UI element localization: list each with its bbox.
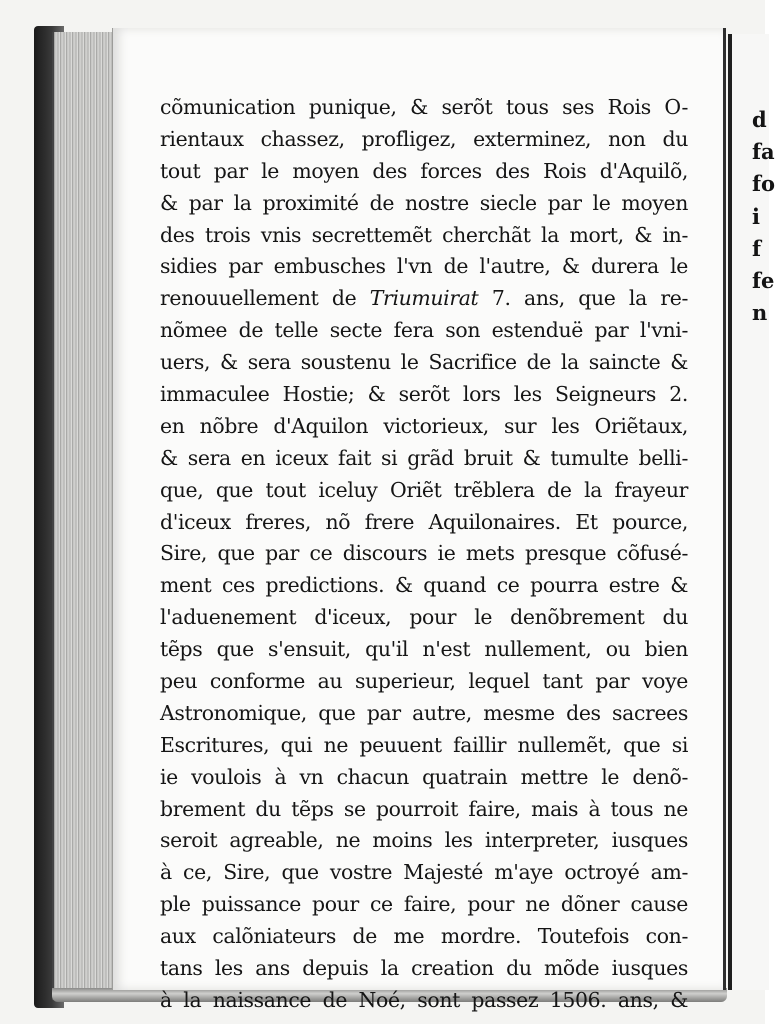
text-line: Sire, que par ce discours ie mets presque cõfusé-: [160, 541, 688, 566]
italic-term: Triumuirat: [369, 286, 479, 311]
text-line: d'iceux freres, nõ frere Aquilonaires. Et pource,: [160, 509, 688, 534]
facing-letter: fo: [752, 171, 775, 197]
text-line: peu conforme au superieur, lequel tant par voye: [160, 669, 688, 694]
text-line: brement du tẽps se pourroit faire, mais à tous ne: [160, 796, 688, 821]
text-line: cõmunication punique, & serõt tous ses Rois O-: [160, 95, 688, 119]
text-line: que, que tout iceluy Oriẽt trẽblera de la frayeur: [160, 477, 688, 502]
text-line: nõmee de telle secte fera son estenduë par l'vni-: [160, 318, 688, 343]
text-line: tẽps que s'ensuit, qu'il n'est nullement, ou bien: [160, 637, 688, 662]
text-line: ple puissance pour ce faire, pour ne dõner cause: [160, 892, 688, 917]
text-line: à ce, Sire, que vostre Majesté m'aye octroyé am-: [160, 860, 688, 885]
facing-letter: d: [752, 107, 767, 132]
text-line: sidies par embusches l'vn de l'autre, & durera le: [160, 254, 688, 279]
text-segment: 7. ans, que la re-: [478, 286, 688, 311]
text-segment: renouuellement de: [160, 286, 370, 311]
text-line: l'aduenement d'iceux, pour le denõbrement du: [160, 605, 688, 630]
facing-letter: fe: [752, 267, 775, 293]
page-text: [160, 92, 688, 1017]
text-line-with-italic: [160, 283, 688, 315]
text-line: en nõbre d'Aquilon victorieux, sur les Oriẽtaux,: [160, 413, 688, 438]
facing-letter: i: [752, 203, 760, 229]
text-line: & sera en iceux fait si grãd bruit & tumulte belli-: [160, 445, 688, 470]
facing-letter: f: [752, 235, 762, 261]
text-line: aux calõniateurs de me mordre. Toutefois con-: [160, 924, 688, 949]
text-line: ment ces predictions. & quand ce pourra estre &: [160, 573, 688, 598]
text-line: à la naissance de Noé, sont passez 1506. ans, &: [160, 987, 688, 1012]
text-line: Astronomique, que par autre, mesme des sacrees: [160, 700, 688, 725]
text-line: Escritures, qui ne peuuent faillir nullemẽt, que si: [160, 732, 688, 757]
text-line: & par la proximité de nostre siecle par le moyen: [160, 190, 688, 215]
text-line: immaculee Hostie; & serõt lors les Seigneurs 2.: [160, 382, 688, 407]
text-line: tout par le moyen des forces des Rois d'Aquilõ,: [160, 158, 688, 183]
text-line: rientaux chassez, profligez, exterminez, non du: [160, 126, 688, 151]
facing-letter: n: [752, 300, 768, 326]
facing-letter: fa: [752, 139, 775, 165]
text-line: tans les ans depuis la creation du mõde iusques: [160, 956, 688, 981]
text-line: seroit agreable, ne moins les interpreter, iusques: [160, 828, 688, 853]
text-line: uers, & sera soustenu le Sacrifice de la saincte &: [160, 350, 688, 375]
text-line: des trois vnis secrettemẽt cherchãt la mort, & in-: [160, 222, 688, 247]
facing-page-text: [752, 104, 775, 329]
text-line: ie voulois à vn chacun quatrain mettre le denõ-: [160, 764, 688, 789]
